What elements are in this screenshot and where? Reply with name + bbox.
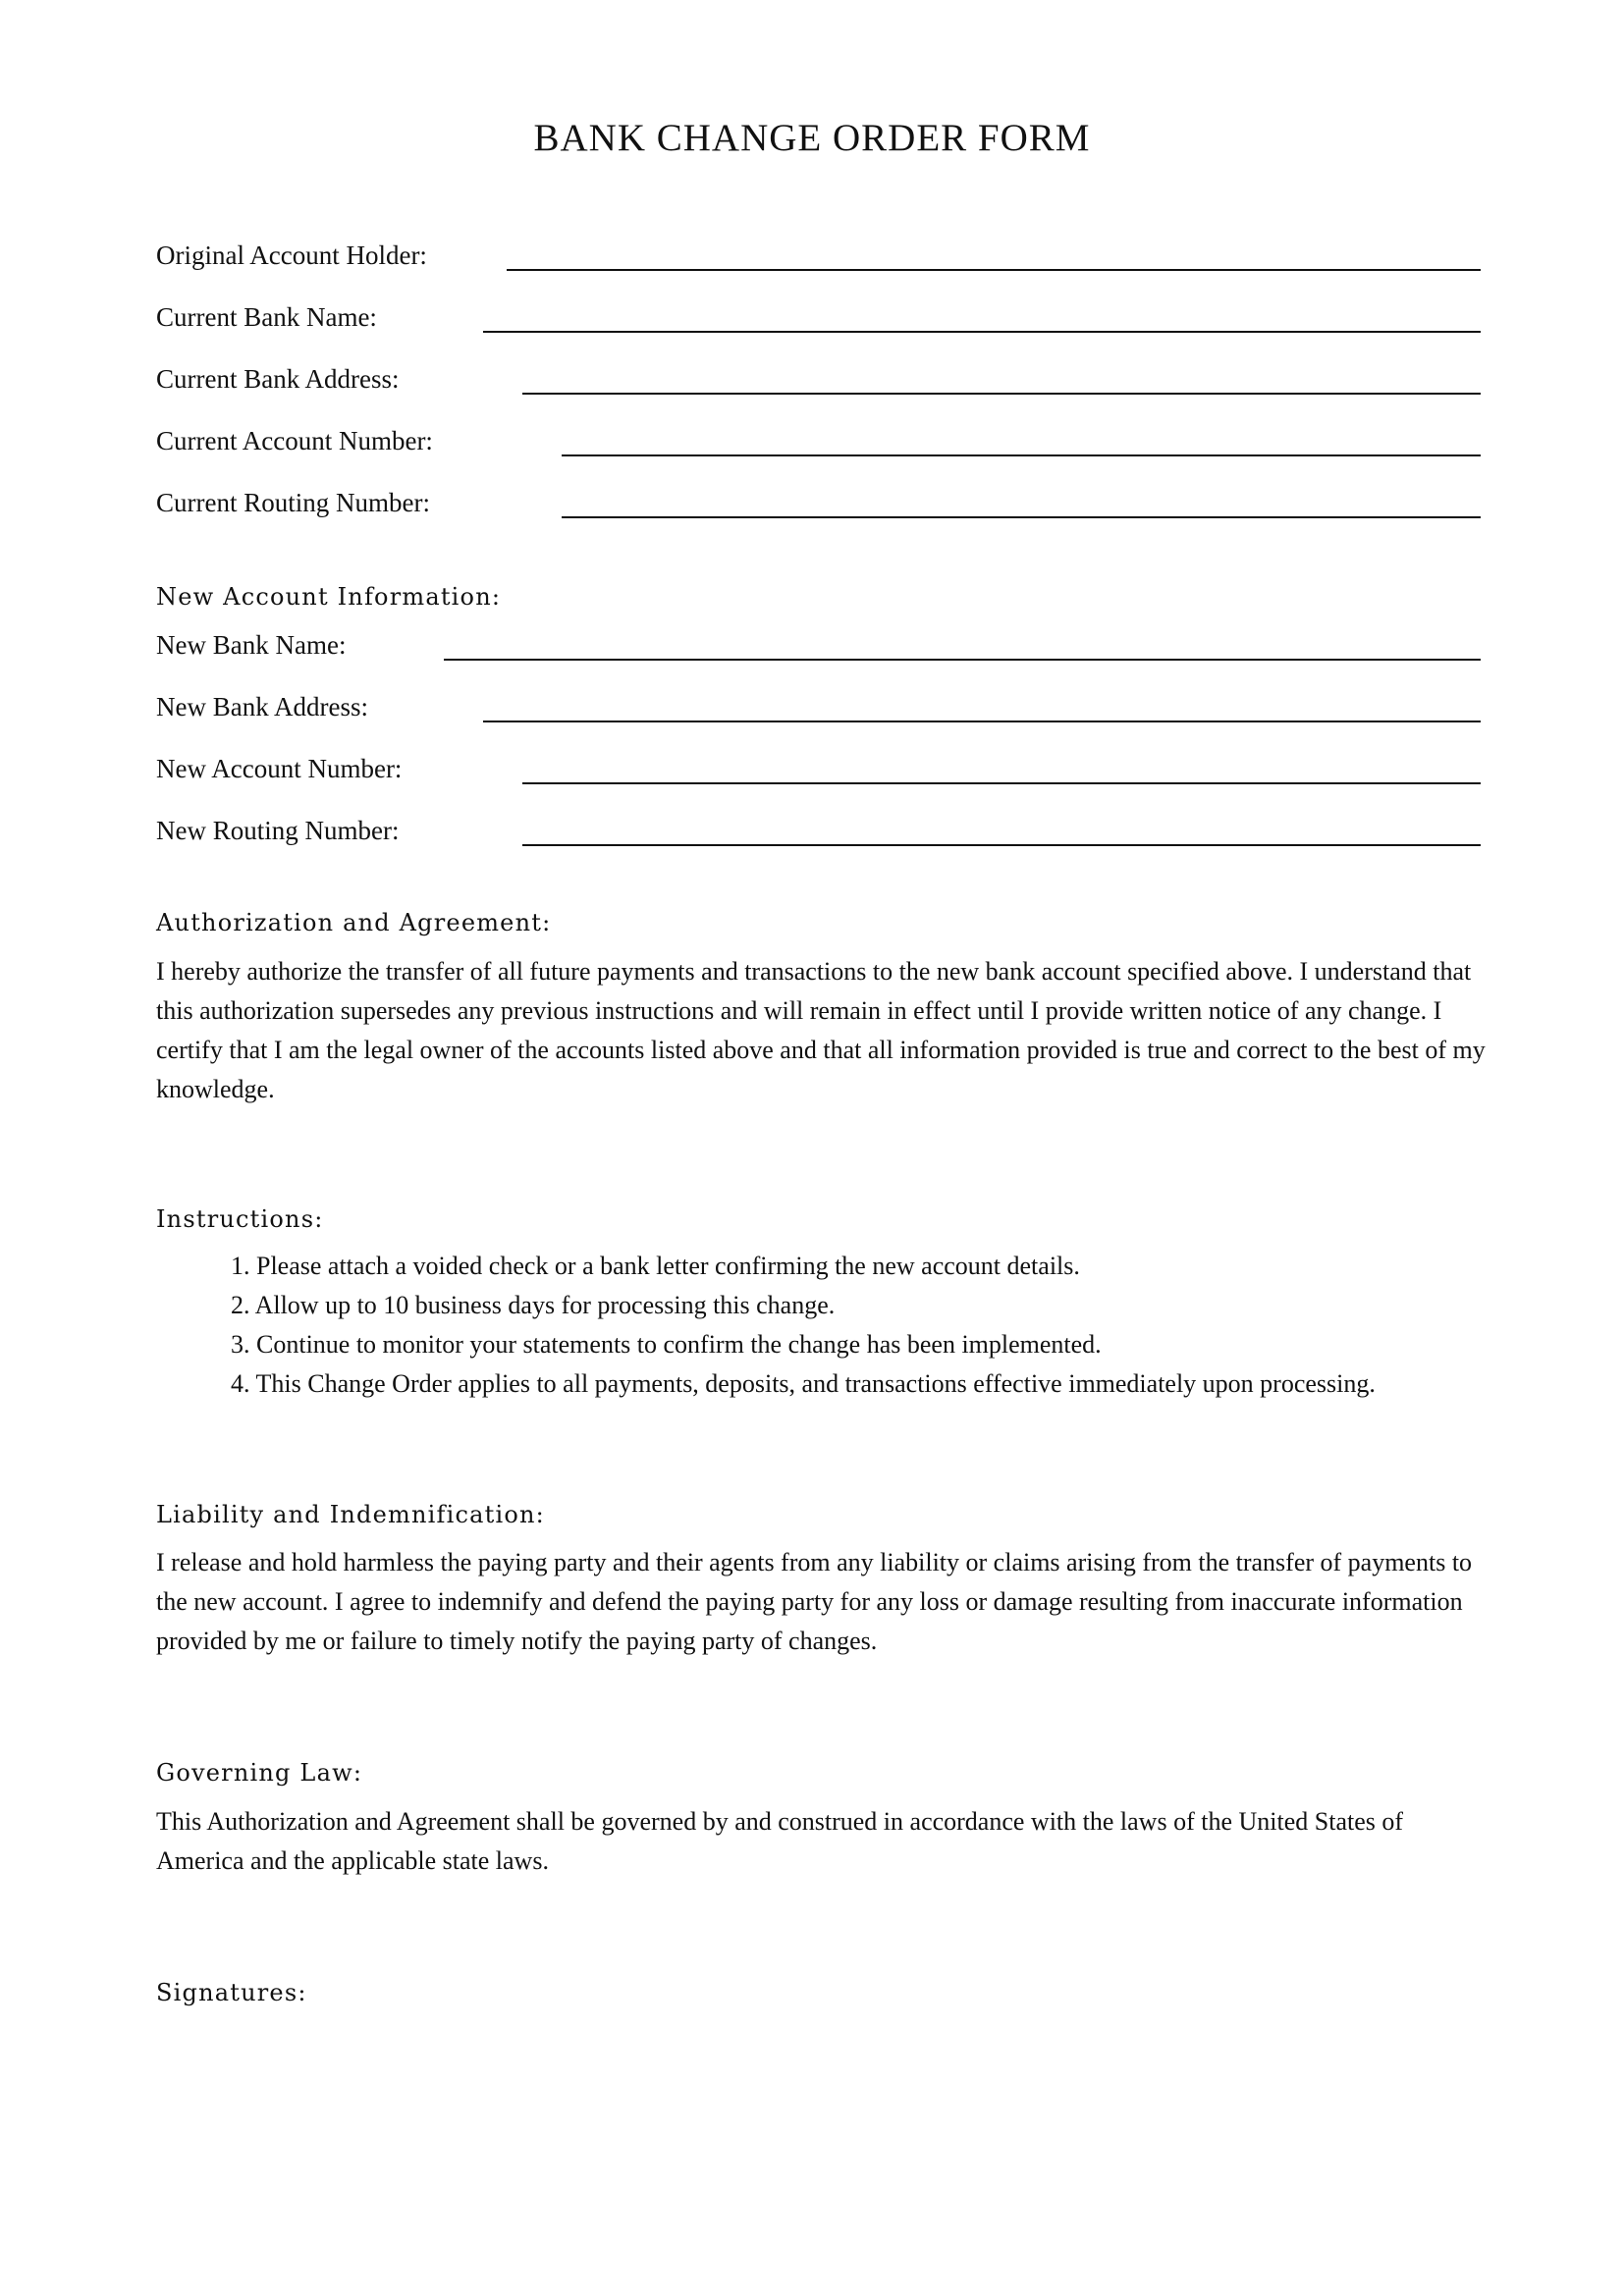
new-bank-address-field [156,687,1481,726]
current-account-number-line[interactable] [562,454,1481,456]
new-account-number-line[interactable] [522,782,1481,784]
new-routing-number-field [156,811,1481,850]
authorization-heading: Authorization and Agreement: [156,909,552,936]
new-bank-name-line[interactable] [444,659,1481,661]
field-label: Current Bank Name: [156,302,377,332]
current-routing-number-line[interactable] [562,516,1481,518]
original-account-holder-line[interactable] [507,269,1481,271]
liability-text: I release and hold harmless the paying party and their agents from any liability or claims arising from the transfer of payments to the new account. I agree to indemnify and defend the paying party for any loss or damage resulting from inaccurate information provided by me or failure to timely notify the paying party of changes. [156,1548,1473,1655]
field-label: Original Account Holder: [156,240,427,270]
instruction-item: 4. This Change Order applies to all payments, deposits, and transactions effective immediately upon processing. [231,1369,1376,1398]
current-bank-name-line[interactable] [483,331,1481,333]
field-label: Current Bank Address: [156,364,400,394]
new-account-heading: New Account Information: [156,583,502,611]
new-account-number-field [156,749,1481,788]
governing-law-heading: Governing Law: [156,1759,363,1787]
current-bank-name-field [156,297,1481,337]
current-routing-number-field [156,483,1481,522]
original-account-holder-field [156,236,1481,275]
signatures-heading: Signatures: [156,1979,307,2006]
instructions-list [231,1247,1376,1404]
page-title: BANK CHANGE ORDER FORM [533,117,1091,159]
new-routing-number-line[interactable] [522,844,1481,846]
instructions-heading: Instructions: [156,1205,324,1233]
current-account-number-field [156,421,1481,460]
current-bank-address-line[interactable] [522,393,1481,395]
field-label: New Routing Number: [156,816,400,845]
field-label: New Bank Address: [156,692,368,721]
current-bank-address-field [156,359,1481,399]
new-bank-name-field [156,625,1481,665]
instruction-item: 3. Continue to monitor your statements to confirm the change has been implemented. [231,1330,1102,1359]
field-label: Current Account Number: [156,426,433,455]
field-label: New Account Number: [156,754,403,783]
liability-heading: Liability and Indemnification: [156,1501,545,1528]
new-bank-address-line[interactable] [483,721,1481,722]
authorization-text: I hereby authorize the transfer of all future payments and transactions to the new bank account specified above. I understand that this authorization supersedes any previous instructions and will remain in effect until I provide written notice of any change. I certify that I am the legal owner of the accounts listed above and that all information provided is true and correct to the best of my knowledge. [156,957,1486,1103]
field-label: Current Routing Number: [156,488,430,517]
instruction-item: 2. Allow up to 10 business days for processing this change. [231,1291,836,1319]
governing-law-text: This Authorization and Agreement shall be governed by and construed in accordance with the laws of the United States of America and the applicable state laws. [156,1807,1404,1875]
field-label: New Bank Name: [156,630,347,660]
instruction-item: 1. Please attach a voided check or a bank letter confirming the new account details. [231,1252,1080,1280]
